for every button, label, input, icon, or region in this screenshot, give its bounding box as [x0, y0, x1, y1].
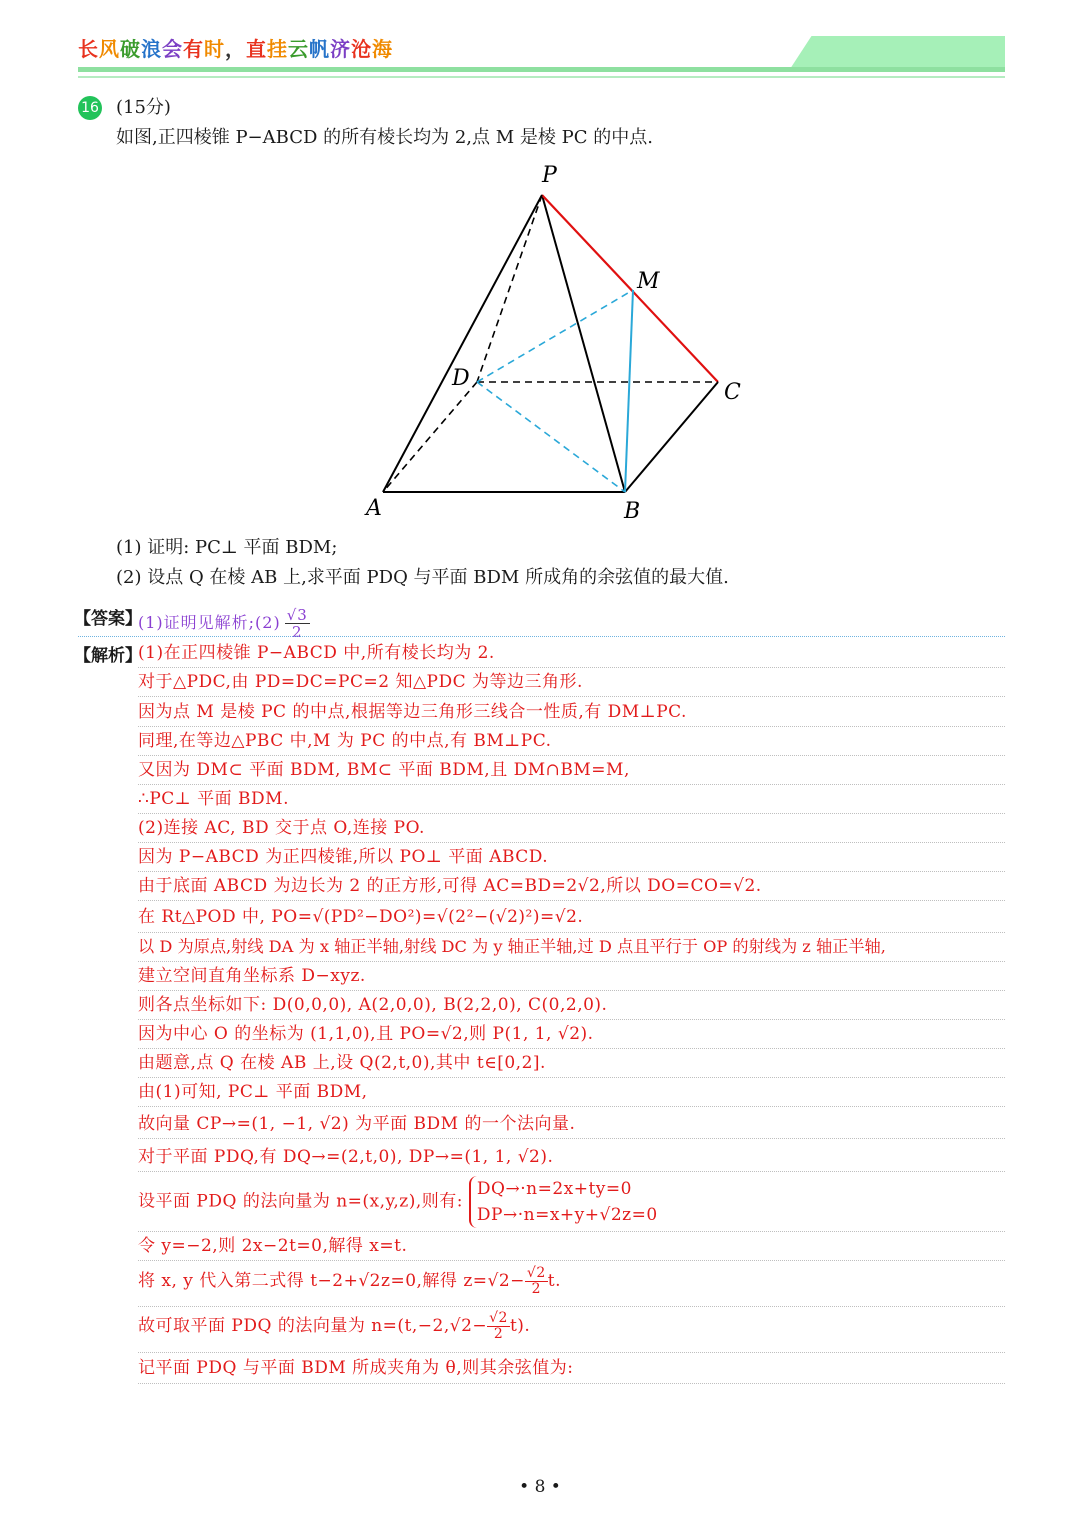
line-rule [138, 1171, 1005, 1172]
motto-char: 沧 [351, 37, 372, 61]
header-bar [78, 67, 1005, 72]
analysis-line-9: 由于底面 ABCD 为边长为 2 的正方形,可得 AC=BD=2√2,所以 DO=CO=√2. [138, 876, 762, 896]
edge-PA [383, 195, 542, 492]
analysis-line-2: 对于△PDC,由 PD=DC=PC=2 知△PDC 为等边三角形. [138, 672, 583, 692]
answer-label: 【答案】 [74, 609, 142, 629]
motto-char: 济 [330, 37, 351, 61]
line-rule [138, 667, 1005, 668]
motto-char: ， [225, 37, 246, 61]
line-rule [138, 961, 1005, 962]
equation-system [469, 1176, 658, 1228]
fraction-root2-over-2 [487, 1311, 510, 1342]
normal-vector-setup: 设平面 PDQ 的法向量为 n=(x,y,z),则有: [138, 1191, 464, 1212]
answer-separator [78, 636, 1005, 637]
question-number-badge: 16 [78, 96, 102, 120]
label-P: P [542, 163, 557, 188]
segment-MB [625, 290, 633, 492]
line-rule [138, 1019, 1005, 1020]
label-A: A [366, 496, 382, 521]
line-rule [138, 900, 1005, 901]
motto-char: 长 [78, 37, 99, 61]
analysis-line-3: 因为点 M 是棱 PC 的中点,根据等边三角形三线合一性质,有 DM⊥PC. [138, 702, 687, 722]
motto-char: 帆 [309, 37, 330, 61]
line-rule [138, 1383, 1005, 1384]
question-points: (15分) [116, 97, 171, 118]
edge-PD [477, 195, 542, 382]
page-number: • 8 • [519, 1477, 561, 1497]
label-M: M [637, 269, 660, 294]
analysis-line-5: 又因为 DM⊂ 平面 BDM, BM⊂ 平面 BDM,且 DM∩BM=M, [138, 760, 630, 780]
line-rule [138, 871, 1005, 872]
analysis-line-7: (2)连接 AC, BD 交于点 O,连接 PO. [138, 818, 425, 838]
analysis-line-13: 则各点坐标如下: D(0,0,0), A(2,0,0), B(2,2,0), C(0,2,0). [138, 995, 608, 1015]
equation-2: DP→·n=x+y+√2z=0 [476, 1205, 658, 1225]
line-rule [138, 1048, 1005, 1049]
line-rule [138, 813, 1005, 814]
segment-DM [477, 290, 633, 382]
pyramid-figure [360, 160, 760, 530]
line-rule [138, 932, 1005, 933]
analysis-line-14: 因为中心 O 的坐标为 (1,1,0),且 PO=√2,则 P(1, 1, √2). [138, 1024, 594, 1044]
motto-char: 破 [120, 37, 141, 61]
motto-char: 风 [99, 37, 120, 61]
label-D: D [452, 366, 470, 391]
z-solution-suffix: t. [547, 1271, 561, 1291]
motto-char: 浪 [141, 37, 162, 61]
motto-char: 直 [246, 37, 267, 61]
motto-char: 云 [288, 37, 309, 61]
analysis-line-12: 建立空间直角坐标系 D−xyz. [138, 966, 366, 986]
analysis-line-4: 同理,在等边△PBC 中,M 为 PC 的中点,有 BM⊥PC. [138, 731, 552, 751]
question-stem: 如图,正四棱锥 P−ABCD 的所有棱长均为 2,点 M 是棱 PC 的中点. [116, 127, 653, 148]
equation-1: DQ→·n=2x+ty=0 [476, 1179, 632, 1199]
motto-char: 挂 [267, 37, 288, 61]
line-rule [138, 1352, 1005, 1353]
analysis-line-20: 令 y=−2,则 2x−2t=0,解得 x=t. [138, 1236, 408, 1256]
frac-num: √2 [489, 1310, 508, 1326]
motto-char: 时 [204, 37, 225, 61]
analysis-line-11: 以 D 为原点,射线 DA 为 x 轴正半轴,射线 DC 为 y 轴正半轴,过 D 点且平行于 OP 的射线为 z 轴正半轴, [138, 937, 886, 956]
edge-DA [383, 382, 477, 492]
header-rule [78, 76, 1005, 78]
normal-vector-suffix: t). [509, 1316, 531, 1336]
line-rule [138, 755, 1005, 756]
analysis-line-10: 在 Rt△POD 中, PO=√(PD²−DO²)=√(2²−(√2)²)=√2. [138, 907, 584, 927]
line-rule [138, 1260, 1005, 1261]
frac-den: 2 [531, 1281, 542, 1297]
analysis-line-18: 对于平面 PDQ,有 DQ→=(2,t,0), DP→=(1, 1, √2). [138, 1147, 554, 1167]
analysis-line-22 [138, 1311, 530, 1342]
analysis-line-8: 因为 P−ABCD 为正四棱锥,所以 PO⊥ 平面 ABCD. [138, 847, 549, 867]
header-tab-decoration [790, 36, 1005, 69]
analysis-label: 【解析】 [74, 646, 142, 666]
line-rule [138, 1306, 1005, 1307]
analysis-line-17: 故向量 CP→=(1, −1, √2) 为平面 BDM 的一个法向量. [138, 1114, 576, 1134]
motto-char: 海 [372, 37, 393, 61]
motto-char: 会 [162, 37, 183, 61]
motto-char: 有 [183, 37, 204, 61]
line-rule [138, 1077, 1005, 1078]
analysis-line-21 [138, 1266, 561, 1297]
edge-BC [625, 382, 718, 492]
line-rule [138, 990, 1005, 991]
label-B: B [624, 499, 641, 524]
z-solution-text: 将 x, y 代入第二式得 t−2+√2z=0,解得 z=√2− [138, 1271, 525, 1291]
line-rule [138, 1231, 1005, 1232]
line-rule [138, 1138, 1005, 1139]
fraction-root2-over-2 [525, 1266, 548, 1297]
segment-DB [477, 382, 625, 492]
normal-vector-text: 故可取平面 PDQ 的法向量为 n=(t,−2,√2− [138, 1316, 488, 1336]
answer-frac-num: √3 [286, 606, 308, 624]
line-rule [138, 726, 1005, 727]
analysis-line-23: 记平面 PDQ 与平面 BDM 所成夹角为 θ,则其余弦值为: [138, 1358, 574, 1378]
frac-den: 2 [493, 1326, 504, 1342]
line-rule [138, 784, 1005, 785]
question-part2: (2) 设点 Q 在棱 AB 上,求平面 PDQ 与平面 BDM 所成角的余弦值的最大值. [116, 567, 729, 588]
analysis-line-16: 由(1)可知, PC⊥ 平面 BDM, [138, 1082, 368, 1102]
question-part1: (1) 证明: PC⊥ 平面 BDM; [116, 537, 338, 558]
answer-body: (1)证明见解析;(2) [138, 613, 281, 632]
line-rule [138, 696, 1005, 697]
label-C: C [724, 380, 741, 405]
analysis-line-6: ∴PC⊥ 平面 BDM. [138, 789, 289, 809]
analysis-line-19 [138, 1176, 658, 1228]
header-motto [78, 33, 393, 62]
analysis-line-15: 由题意,点 Q 在棱 AB 上,设 Q(2,t,0),其中 t∈[0,2]. [138, 1053, 546, 1073]
line-rule [138, 842, 1005, 843]
frac-num: √2 [526, 1265, 546, 1281]
line-rule [138, 1106, 1005, 1107]
analysis-line-1: (1)在正四棱锥 P−ABCD 中,所有棱长均为 2. [138, 643, 495, 663]
answer-frac-den: 2 [292, 623, 303, 641]
page-header [0, 0, 1080, 90]
